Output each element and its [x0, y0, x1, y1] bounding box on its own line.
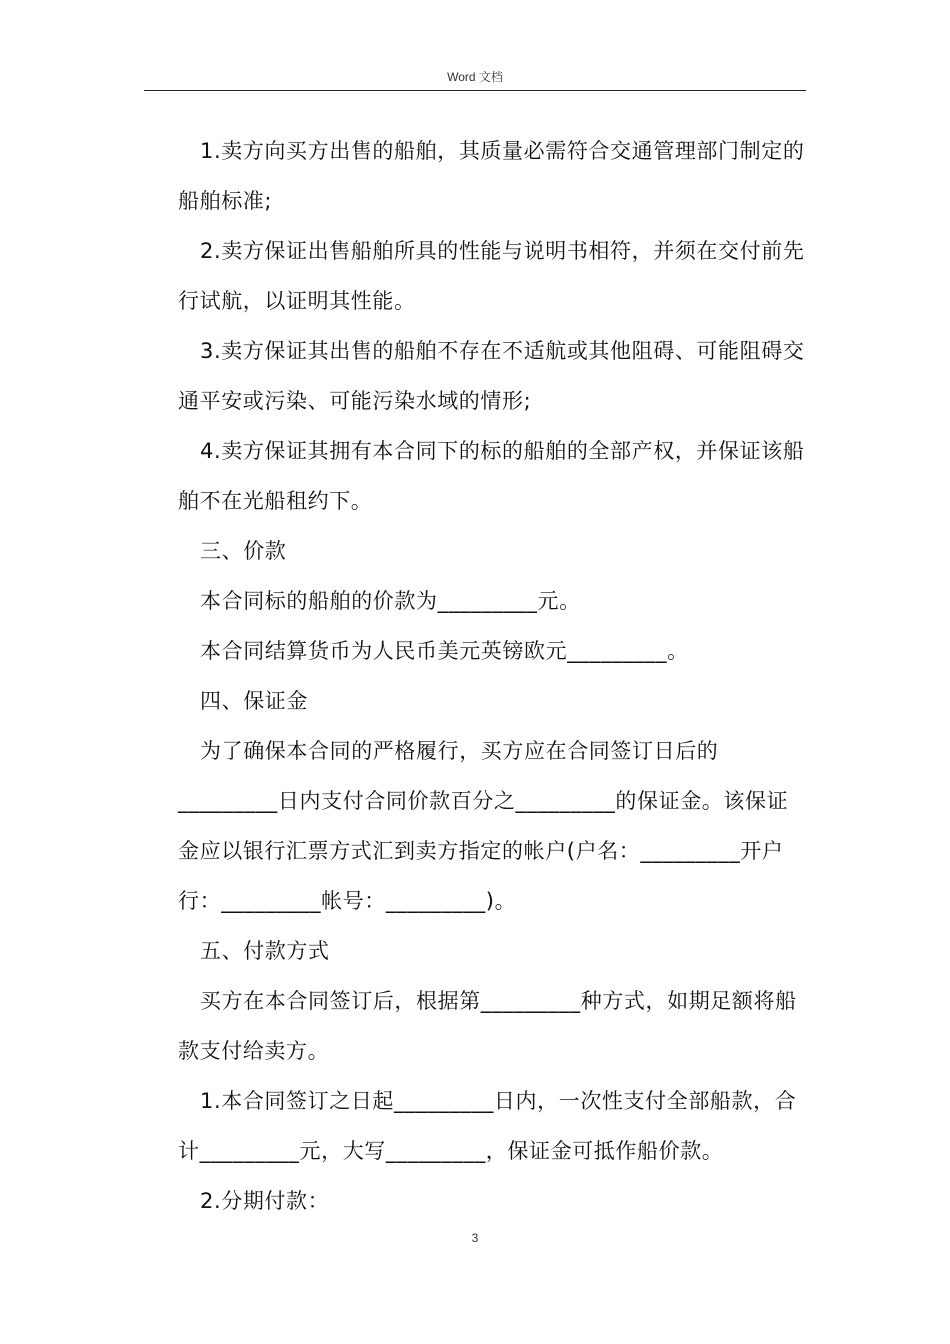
paragraph-lump-sum-payment: 1.本合同签订之日起_________日内，一次性支付全部船款，合计_________元，大写_________，保证金可抵作船价款。 [178, 1089, 797, 1163]
paragraph-installment-payment: 2.分期付款： [200, 1189, 330, 1213]
header-title: Word 文档 [447, 70, 503, 84]
paragraph-price-amount: 本合同标的船舶的价款为_________元。 [200, 589, 581, 613]
page-header [144, 64, 806, 91]
paragraph-ownership-warranty: 4.卖方保证其拥有本合同下的标的船舶的全部产权，并保证该船舶不在光船租约下。 [178, 439, 805, 513]
section-heading-deposit: 四、保证金 [200, 689, 308, 713]
paragraph-performance-warranty: 2.卖方保证出售船舶所具的性能与说明书相符，并须在交付前先行试航，以证明其性能。 [178, 239, 805, 313]
paragraph-payment-intro: 买方在本合同签订后，根据第_________种方式，如期足额将船款支付给卖方。 [178, 989, 797, 1063]
section-heading-payment-method: 五、付款方式 [200, 939, 330, 963]
paragraph-deposit-terms: 为了确保本合同的严格履行，买方应在合同签订日后的_________日内支付合同价款百分之_________的保证金。该保证金应以银行汇票方式汇到卖方指定的帐户(户名：_________开户行：_________帐号：_________)。 [178, 739, 789, 913]
document-body [178, 126, 808, 1226]
paragraph-seaworthiness-warranty: 3.卖方保证其出售的船舶不存在不适航或其他阻碍、可能阻碍交通平安或污染、可能污染水域的情形; [178, 339, 805, 413]
paragraph-settlement-currency: 本合同结算货币为人民币美元英镑欧元_________。 [200, 639, 689, 663]
section-heading-price: 三、价款 [200, 539, 287, 563]
paragraph-quality-standard: 1.卖方向买方出售的船舶，其质量必需符合交通管理部门制定的船舶标准; [178, 139, 805, 213]
page-number: 3 [471, 1231, 479, 1245]
